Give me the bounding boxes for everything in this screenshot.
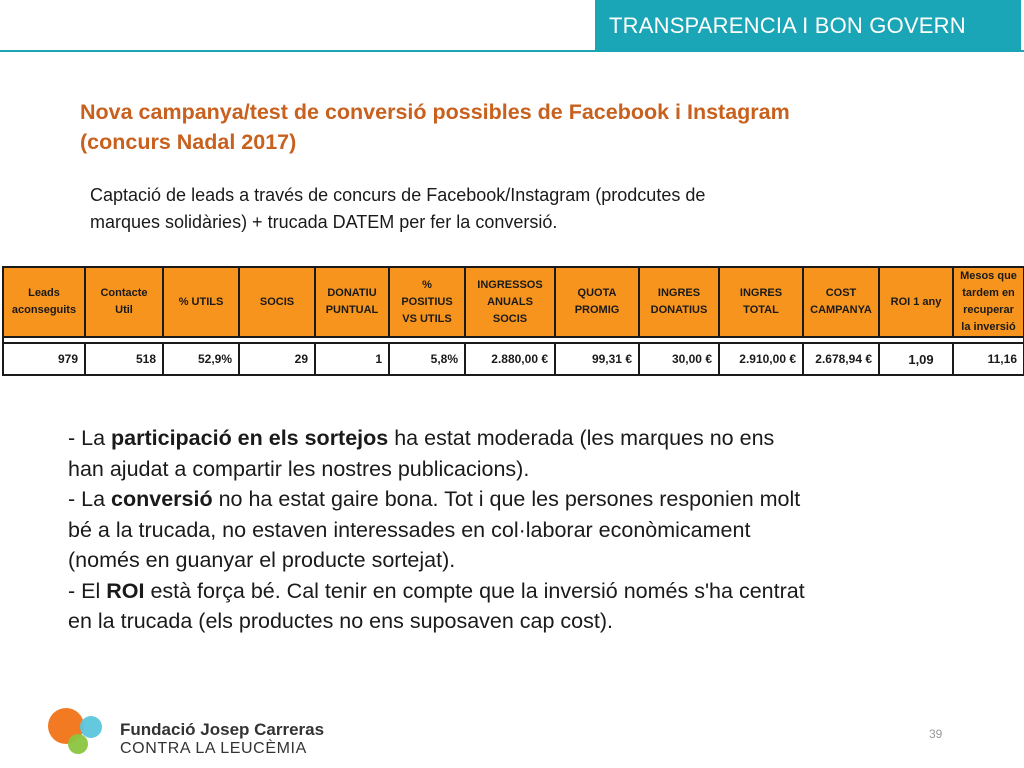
intro-line: Captació de leads a través de concurs de Facebook/Instagram (prodcutes de (90, 185, 706, 205)
conclusion-line: en la trucada (els productes no ens suposaven cap cost). (68, 609, 613, 633)
conclusions-text (68, 423, 968, 637)
slide-title (80, 97, 960, 157)
value-donatiu: 1 (315, 343, 389, 375)
value-mesos: 11,16 (953, 343, 1024, 375)
header-rule (0, 50, 1024, 52)
conclusion-line: han ajudat a compartir les nostres publicacions). (68, 456, 530, 481)
header-cell-socis: SOCIS (239, 267, 315, 337)
conclusion-line: - La conversió no ha estat gaire bona. Tot i que les persones responien molt (68, 487, 801, 511)
conclusion-line: (només en guanyar el producte sortejat). (68, 548, 456, 572)
slide-title-line: Nova campanya/test de conversió possibles de Facebook i Instagram (80, 100, 790, 124)
logo-subtitle: CONTRA LA LEUCÈMIA (120, 740, 307, 757)
header-cell-donatiu: DONATIU PUNTUAL (315, 267, 389, 337)
section-header-tab (592, 0, 1024, 50)
header-cell-leads: Leads aconseguits (3, 267, 85, 337)
section-title: TRANSPARENCIA I BON GOVERN (609, 13, 966, 38)
value-roi: 1,09 (879, 343, 953, 375)
header-cell-ingres-total: INGRES TOTAL (719, 267, 803, 337)
conclusion-line: bé a la trucada, no estaven interessades en col·laborar econòmicament (68, 517, 751, 542)
organization-logo-text (120, 720, 324, 758)
value-socis: 29 (239, 343, 315, 375)
intro-line: marques solidàries) + trucada DATEM per fer la conversió. (90, 212, 558, 232)
header-cell-positius: % POSITIUS VS UTILS (389, 267, 465, 337)
value-ingres-total: 2.910,00 € (719, 343, 803, 375)
table-header-row (3, 267, 1024, 337)
campaign-results-table (2, 266, 1024, 376)
value-utils: 52,9% (163, 343, 239, 375)
page-number: 39 (929, 727, 943, 741)
header-cell-mesos: Mesos que tardem en recuperar la inversió (953, 267, 1024, 337)
conclusion-line: - La participació en els sortejos ha estat moderada (les marques no ens (68, 426, 775, 450)
value-contacte: 518 (85, 343, 163, 375)
value-cost: 2.678,94 € (803, 343, 879, 375)
header-cell-ingres-donatius: INGRES DONATIUS (639, 267, 719, 337)
value-quota: 99,31 € (555, 343, 639, 375)
header-cell-roi: ROI 1 any (879, 267, 953, 337)
value-ingressos: 2.880,00 € (465, 343, 555, 375)
value-leads: 979 (3, 343, 85, 375)
header-cell-cost: COST CAMPANYA (803, 267, 879, 337)
intro-paragraph (90, 182, 930, 236)
table-row (3, 343, 1024, 375)
value-positius: 5,8% (389, 343, 465, 375)
header-cell-quota: QUOTA PROMIG (555, 267, 639, 337)
header-cell-ingressos: INGRESSOS ANUALS SOCIS (465, 267, 555, 337)
header-cell-utils: % UTILS (163, 267, 239, 337)
header-cell-contacte: Contacte Util (85, 267, 163, 337)
value-ingres-donatius: 30,00 € (639, 343, 719, 375)
conclusion-line: - El ROI està força bé. Cal tenir en compte que la inversió només s'ha centrat (68, 578, 805, 603)
logo-name: Fundació Josep Carreras (120, 720, 325, 739)
slide-title-line: (concurs Nadal 2017) (80, 130, 297, 154)
overlapping-circles-logo-icon (46, 706, 108, 754)
